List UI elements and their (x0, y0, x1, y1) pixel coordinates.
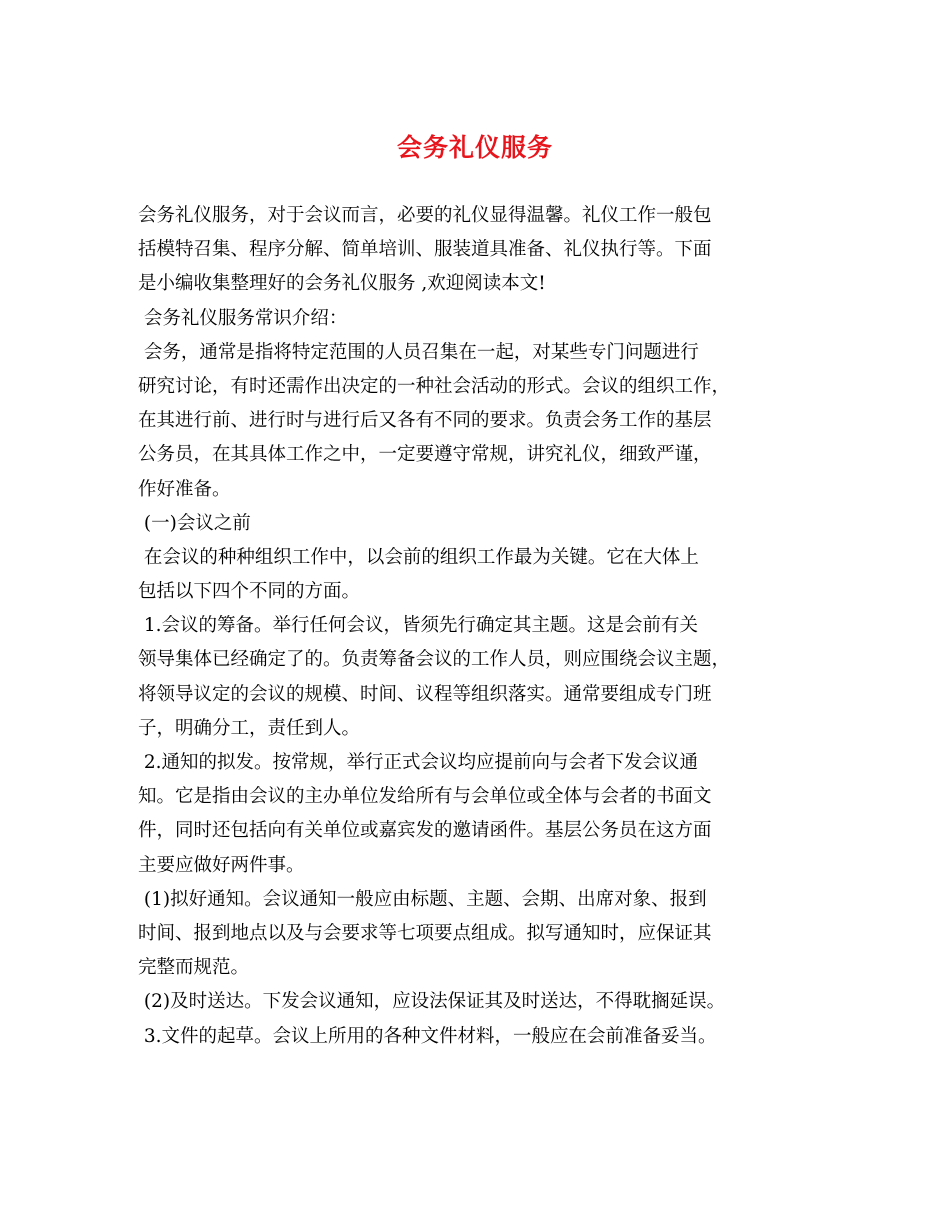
document-body (138, 199, 838, 1054)
paragraph-line: 研究讨论，有时还需作出决定的一种社会活动的形式。会议的组织工作， (138, 375, 731, 397)
paragraph-line: 完整而规范。 (138, 957, 250, 979)
paragraph-line: 将领导议定的会议的规模、时间、议程等组织落实。通常要组成专门班 (138, 683, 712, 705)
paragraph-line: 主要应做好两件事。 (138, 854, 305, 876)
document-title: 会务礼仪服务 (396, 133, 553, 162)
paragraph-line: (2)及时送达。下发会议通知，应设法保证其及时送达，不得耽搁延误。 (138, 991, 726, 1013)
paragraph-line: 括模特召集、程序分解、简单培训、服装道具准备、礼仪执行等。下面 (138, 239, 712, 261)
paragraph-line: (一)会议之前 (138, 512, 251, 534)
paragraph-line: 包括以下四个不同的方面。 (138, 581, 361, 603)
paragraph-line: 子，明确分工，责任到人。 (138, 717, 361, 739)
paragraph-line: 会务，通常是指将特定范围的人员召集在一起，对某些专门问题进行 (138, 341, 699, 363)
paragraph-line: 领导集体已经确定了的。负责筹备会议的工作人员，则应围绕会议主题， (138, 649, 731, 671)
paragraph-line: 1.会议的筹备。举行任何会议，皆须先行确定其主题。这是会前有关 (138, 615, 699, 637)
paragraph-line: 公务员，在其具体工作之中，一定要遵守常规，讲究礼仪，细致严谨， (138, 444, 712, 466)
paragraph-line: 知。它是指由会议的主办单位发给所有与会单位或全体与会者的书面文 (138, 786, 712, 808)
paragraph-line: 作好准备。 (138, 478, 231, 500)
paragraph-line: 在其进行前、进行时与进行后又各有不同的要求。负责会务工作的基层 (138, 410, 712, 432)
paragraph-line: 会务礼仪服务，对于会议而言，必要的礼仪显得温馨。礼仪工作一般包 (138, 205, 712, 226)
paragraph-line: 件，同时还包括向有关单位或嘉宾发的邀请函件。基层公务员在这方面 (138, 820, 712, 842)
paragraph-line: (1)拟好通知。会议通知一般应由标题、主题、会期、出席对象、报到 (138, 888, 707, 910)
paragraph-line: 在会议的种种组织工作中，以会前的组织工作最为关键。它在大体上 (138, 546, 699, 568)
paragraph-line: 是小编收集整理好的会务礼仪服务 ,欢迎阅读本文! (138, 273, 546, 295)
paragraph-line: 2.通知的拟发。按常规，举行正式会议均应提前向与会者下发会议通 (138, 752, 699, 773)
paragraph-line: 时间、报到地点以及与会要求等七项要点组成。拟写通知时，应保证其 (138, 922, 712, 944)
paragraph-line: 3.文件的起草。会议上所用的各种文件材料，一般应在会前准备妥当。 (138, 1025, 717, 1047)
paragraph-line: 会务礼仪服务常识介绍： (138, 307, 348, 329)
